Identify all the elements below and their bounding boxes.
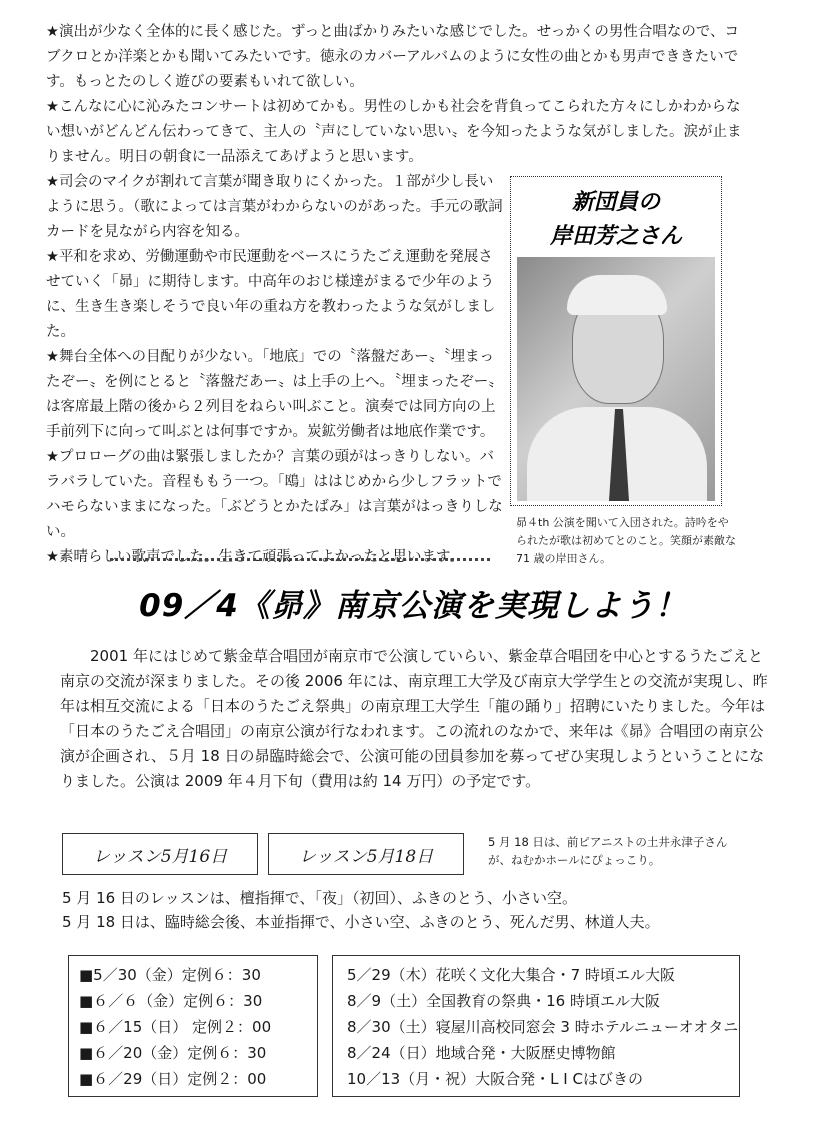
schedule-item: ■６／20（金）定例６：30 <box>79 1044 267 1062</box>
dotted-divider <box>110 558 490 561</box>
lesson-detail-line: 5 月 18 日は、臨時総会後、本並指揮で、小さい空、ふきのとう、死んだ男、林道人夫。 <box>62 913 660 931</box>
comment-item: ★こんなに心に沁みたコンサートは初めてかも。男性のしかも社会を背負ってこられた方々にしかわからない想いがどんどん伝わってきて、主人の〝声にしていない思い〟を今知ったような気がしました。涙が止まりません。明日の朝食に一品添えてあげようと思います。 <box>46 99 742 165</box>
schedule-item: ■６／29（日）定例２：00 <box>79 1070 267 1088</box>
member-portrait-photo <box>517 257 715 501</box>
regular-practice-schedule <box>68 955 318 1097</box>
event-item: 5／29（木）花咲く文化大集合・7 時頃エル大阪 <box>347 966 675 984</box>
photo-title-line1: 新団員の <box>571 189 660 215</box>
photo-title-line2: 岸田芳之さん <box>549 223 682 249</box>
lesson-details <box>62 886 782 934</box>
event-schedule <box>332 955 740 1097</box>
comment-item: ★プロローグの曲は緊張しましたか？言葉の頭がはっきりしない。バラバラしていた。音程ももう一つ。「鴎」ははじめから少しフラットでハモらないままになった。「ぶどうとかたばみ」は言葉がはっきりしない。 <box>46 449 503 540</box>
event-item: 10／13（月・祝）大阪合発・L I Cはびきの <box>347 1070 643 1088</box>
comment-item: ★演出が少なく全体的に長く感じた。ずっと曲ばかりみたいな感じでした。せっかくの男性合唱なので、コブクロとか洋楽とかも聞いてみたいです。徳永のカバーアルバムのように女性の曲とかも男声でききたいです。もっとたのしく遊びの要素もいれて欲しい。 <box>46 24 740 90</box>
lesson-detail-line: 5 月 16 日のレッスンは、檀指揮で、「夜」（初回）、ふきのとう、小さい空。 <box>62 889 577 907</box>
lesson-box-may16: レッスン5月16日 <box>62 833 258 875</box>
schedule-item: ■６／15（日） 定例２：00 <box>79 1018 272 1036</box>
schedule-item: ■６／６（金）定例６：30 <box>79 992 263 1010</box>
portrait-hair <box>567 275 667 315</box>
new-member-photo-frame <box>510 176 722 506</box>
lesson-note: 5 月 18 日は、前ピアニストの土井永津子さんが、ねむかホールにぴょっこり。 <box>488 835 728 867</box>
comment-item: ★素晴らしい歌声でした。生きて頑張ってよかったと思います。 <box>46 549 464 565</box>
comment-item: ★舞台全体への目配りが少ない。「地底」での〝落盤だあー〟〝埋まったぞー〟を例にとると〝落盤だあー〟は上手の上へ。〝埋まったぞー〟は客席最上階の後から２列目をねらい叫ぶこと。演奏では同方向の上手前列下に向って叫ぶとは何事ですか。炭鉱労働者は地底作業です。 <box>46 349 503 440</box>
article-body: 2001 年にはじめて紫金草合唱団が南京市で公演していらい、紫金草合唱団を中心とするうたごえと南京の交流が深まりました。その後 2006 年には、南京理工大学及び南京大学学生との交流が実現し、昨年は相互交流による「日本のうたごえ祭典」の南京理工大学生「龍の踊り」招聘にいたりました。今年は「日本のうたごえ合唱団」の南京公演が行なわれます。この流れのなかで、来年は《昴》合唱団の南京公演が企画され、５月 18 日の昴臨時総会で、公演可能の団員参加を募ってぜひ実現しようということになりました。公演は 2009 年４月下旬（費用は約 14 万円）の予定です。 <box>60 647 768 790</box>
comment-item: ★平和を求め、労働運動や市民運動をベースにうたごえ運動を発展させていく「昴」に期待します。中高年のおじ様達がまるで少年のように、生き生き楽しそうで良い年の重ね方を教わったような気がしました。 <box>46 249 496 340</box>
event-item: 8／9（土）全国教育の祭典・16 時頃エル大阪 <box>347 992 660 1010</box>
event-item: 8／24（日）地域合発・大阪歴史博物館 <box>347 1044 616 1062</box>
schedule-item: ■5／30（金）定例６：30 <box>79 966 261 984</box>
photo-caption: 昴４th 公演を聞いて入団された。詩吟をやられたが歌は初めてとのこと。笑顔が素敵な 71 歳の岸田さん。 <box>516 516 736 565</box>
event-item: 8／30（土）寝屋川高校同窓会 3 時ホテルニューオオタニ <box>347 1018 739 1036</box>
lesson-box-may18: レッスン5月18日 <box>268 833 464 875</box>
article-headline: 09／4《昴》南京公演を実現しよう！ <box>139 588 687 624</box>
comment-item: ★司会のマイクが割れて言葉が聞き取りにくかった。１部が少し長いように思う。（歌によっては言葉がわからないのがあった。手元の歌詞カードを見ながら内容を知る。 <box>46 174 503 240</box>
photo-title <box>511 185 721 253</box>
